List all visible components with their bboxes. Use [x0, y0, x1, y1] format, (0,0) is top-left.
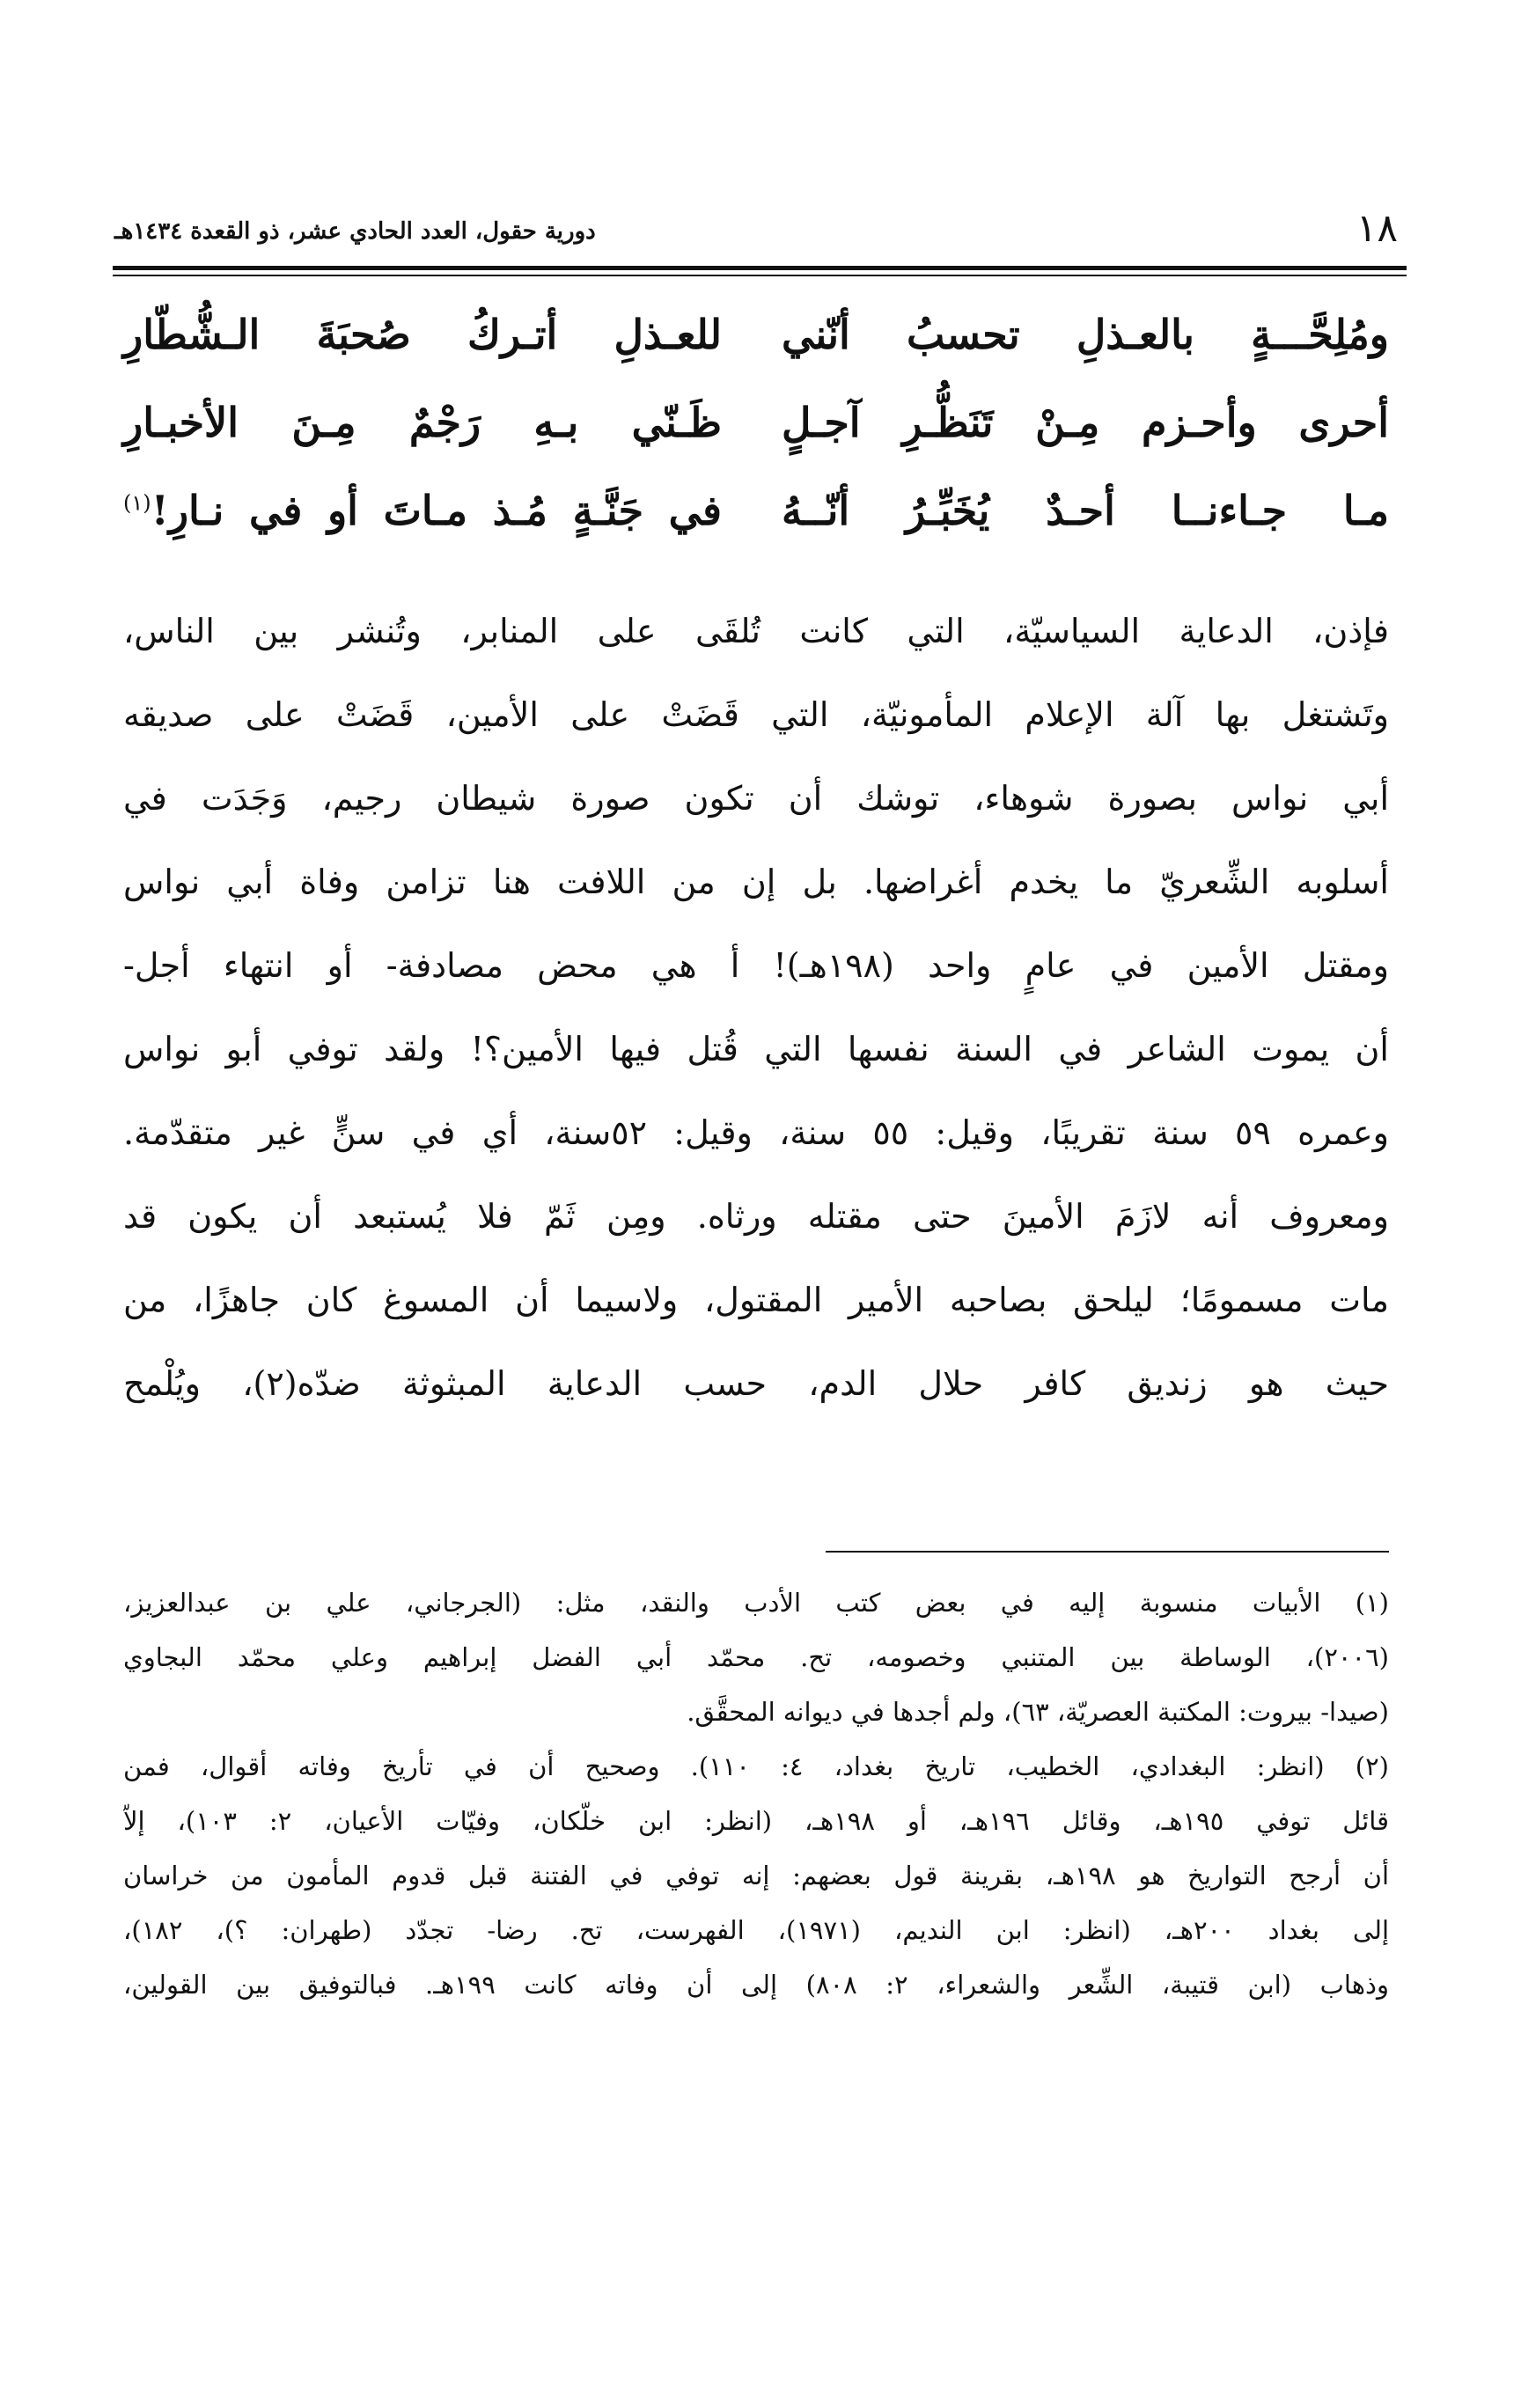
body-line-10: حيث هو زنديق كافر حلال الدم، حسب الدعاية المبثوثة ضدّه(٢)، ويُلْمح	[123, 1364, 1389, 1403]
body-line-4: أسلوبه الشِّعريّ ما يخدم أغراضها. بل إن من اللافت هنا تزامن وفاة أبي نواس	[123, 863, 1389, 901]
body-line-5: ومقتل الأمين في عامٍ واحد (١٩٨هـ)! أ هي محض مصادفة- أو انتهاء أجل-	[123, 946, 1389, 985]
footnote-separator	[826, 1551, 1389, 1553]
verse-1-first-hemistich: ومُلِحَّـــةٍ بالعـذلِ تحسبُ أنّني	[782, 311, 1389, 358]
header-rule	[113, 266, 1407, 270]
body-line-6: أن يموت الشاعر في السنة نفسها التي قُتل فيها الأمين؟! ولقد توفي أبو نواس	[123, 1030, 1389, 1068]
footnote-2-line-3: أن أرجح التواريخ هو ١٩٨هـ، بقرينة قول بعضهم: إنه توفي في الفتنة قبل قدوم المأمون من خراسان	[123, 1861, 1389, 1890]
footnote-2-line-5: وذهاب (ابن قتيبة، الشِّعر والشعراء، ٢: ٨٠٨) إلى أن وفاته كانت ١٩٩هـ. فبالتوفيق بين القولين،	[123, 1970, 1389, 2000]
footnote-1	[123, 1575, 1389, 1739]
body-line-2: وتَشتغل بها آلة الإعلام المأمونيّة، التي قَضَتْ على الأمين، قَضَتْ على صديقه	[123, 695, 1389, 734]
verse-3-second-text: في جَنَّـةٍ مُـذ مـاتَ أو في نـارِ!	[151, 487, 722, 534]
header-rule-thin	[113, 275, 1407, 276]
poem-block	[123, 290, 1389, 554]
footnote-2	[123, 1739, 1389, 2012]
footnote-1-line-3: (صيدا- بيروت: المكتبة العصريّة، ٦٣)، ولم أجدها في ديوانه المحقَّق.	[687, 1697, 1389, 1727]
verse-1	[123, 290, 1389, 378]
body-paragraph	[123, 590, 1389, 1426]
journal-title: دورية حقول، العدد الحادي عشر، ذو القعدة ١٤٣٤هـ	[114, 218, 596, 245]
footnote-2-line-2: قائل توفي ١٩٥هـ، وقائل ١٩٦هـ، أو ١٩٨هـ، (انظر: ابن خلّكان، وفيّات الأعيان، ٢: ١٠٣)، إلاّ	[123, 1806, 1389, 1836]
verse-2-second-hemistich	[123, 378, 722, 466]
body-line-8: ومعروف أنه لازَمَ الأمينَ حتى مقتله ورثاه. ومِن ثَمّ فلا يُستبعد أن يكون قد	[123, 1197, 1389, 1236]
body-line-3: أبي نواس بصورة شوهاء، توشك أن تكون صورة شيطان رجيم، وَجَدَت في	[123, 779, 1389, 818]
footnote-ref-1[interactable]: (١)	[123, 490, 151, 516]
page-number: ١٨	[1356, 206, 1398, 251]
verse-2	[123, 378, 1389, 466]
footnotes	[123, 1575, 1389, 2012]
body-line-1: فإذن، الدعاية السياسيّة، التي كانت تُلقَى على المنابر، وتُنشر بين الناس،	[123, 612, 1389, 650]
footnote-1-line-2: (٢٠٠٦)، الوساطة بين المتنبي وخصومه، تح. محمّد أبي الفضل إبراهيم وعلي محمّد البجاوي	[123, 1642, 1389, 1672]
verse-1-second-hemistich	[123, 290, 722, 378]
running-header	[114, 201, 1398, 262]
footnote-2-line-4: إلى بغداد ٢٠٠هـ، (انظر: ابن النديم، (١٩٧١)، الفهرست، تح. رضا- تجدّد (طهران: ؟)، ١٨٢)،	[123, 1915, 1389, 1945]
verse-2-first-hemistich: أحرى وأحـزم مِـنْ تَنَظُّـرِ آجـلٍ	[782, 399, 1389, 446]
verse-3-second-hemistich	[123, 466, 722, 554]
verse-3-first-hemistich: مـا جـاءنــا أحـدٌ يُخَبِّـرُ أنّــهُ	[782, 487, 1389, 534]
footnote-2-line-1: (٢) (انظر: البغدادي، الخطيب، تاريخ بغداد، ٤: ١١٠). وصحيح أن في تأريخ وفاته أقوال، فمن	[123, 1751, 1389, 1781]
verse-2-second-text: ظَـنّي بـهِ رَجْمٌ مِـنَ الأخبـارِ	[123, 399, 722, 446]
footnote-1-line-1: (١) الأبيات منسوبة إليه في بعض كتب الأدب والنقد، مثل: (الجرجاني، علي بن عبدالعزيز،	[123, 1588, 1389, 1618]
verse-3	[123, 466, 1389, 554]
verse-1-second-text: للعـذلِ أتـركُ صُحبَةَ الـشُّطّارِ	[123, 311, 722, 358]
body-line-9: مات مسمومًا؛ ليلحق بصاحبه الأمير المقتول، ولاسيما أن المسوغ كان جاهزًا، من	[123, 1281, 1389, 1319]
body-line-7: وعمره ٥٩ سنة تقريبًا، وقيل: ٥٥ سنة، وقيل: ٥٢سنة، أي في سنٍّ غير متقدّمة.	[123, 1113, 1389, 1152]
